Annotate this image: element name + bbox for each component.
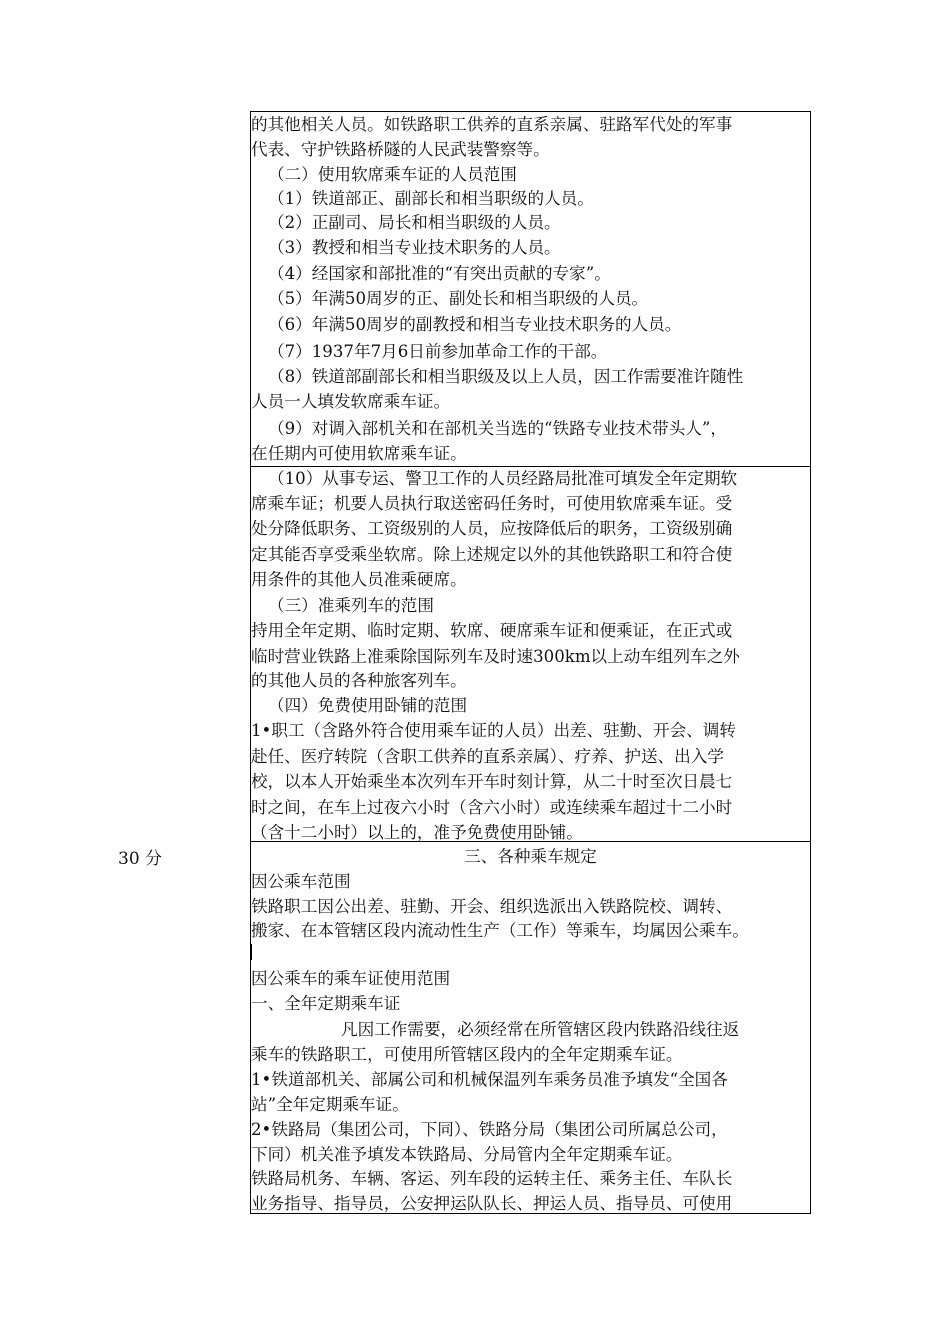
list-item: （3）教授和相当专业技术职务的人员。 [268, 238, 561, 257]
chapter-heading: 三、各种乘车规定 [464, 847, 597, 866]
text-line: 赴任、医疗转院（含职工供养的直系亲属）、疗养、护送、出入学 [251, 747, 724, 766]
list-item: （8）铁道部副部长和相当职级及以上人员，因工作需要准许随性 [268, 367, 744, 386]
margin-mark [250, 944, 252, 960]
section-heading: （三）准乘列车的范围 [268, 596, 434, 615]
text-line: 1•职工（含路外符合使用乘车证的人员）出差、驻勤、开会、调转 [251, 721, 736, 740]
text-line: 席乘车证；机要人员执行取送密码任务时，可使用软席乘车证。受 [251, 494, 733, 513]
list-item: （7）1937年7月6日前参加革命工作的干部。 [268, 342, 608, 361]
text-line: 代表、守护铁路桥隧的人民武装警察等。 [251, 140, 550, 159]
text-line: 业务指导、指导员，公安押运队队长、押运人员、指导员、可使用 [251, 1194, 733, 1213]
list-item: （4）经国家和部批准的“有突出贡献的专家”。 [268, 264, 611, 283]
text-line: 乘车的铁路职工，可使用所管辖区段内的全年定期乘车证。 [251, 1045, 683, 1064]
text-line: 持用全年定期、临时定期、软席、硬席乘车证和便乘证，在正式或 [251, 621, 733, 640]
list-item: （9）对调入部机关和在部机关当选的“铁路专业技术带头人”， [268, 419, 727, 438]
text-line: 1•铁道部机关、部属公司和机械保温列车乘务员准予填发“全国各 [251, 1070, 728, 1089]
subheading: 因公乘车的乘车证使用范围 [251, 969, 451, 988]
text-line: （含十二小时）以上的，准予免费使用卧铺。 [251, 823, 583, 842]
list-item: （10）从事专运、警卫工作的人员经路局批准可填发全年定期软 [268, 469, 738, 488]
section-heading: （二）使用软席乘车证的人员范围 [268, 165, 517, 184]
text-line: 处分降低职务、工资级别的人员，应按降低后的职务，工资级别确 [251, 519, 733, 538]
text-line: 校，以本人开始乘坐本次列车开车时刻计算，从二十时至次日晨七 [251, 772, 733, 791]
text-line: 临时营业铁路上准乘除国际列车及时速300km以上动车组列车之外 [251, 647, 740, 666]
section-heading: 一、全年定期乘车证 [251, 994, 401, 1013]
text-line: 下同）机关准予填发本铁路局、分局管内全年定期乘车证。 [251, 1145, 683, 1164]
subheading: 因公乘车范围 [251, 872, 351, 891]
text-line: 的其他相关人员。如铁路职工供养的直系亲属、驻路军代处的军事 [251, 115, 733, 134]
text-line: 时之间，在车上过夜六小时（含六小时）或连续乘车超过十二小时 [251, 798, 733, 817]
score-label: 30 分 [118, 849, 163, 869]
section-heading: （四）免费使用卧铺的范围 [268, 696, 468, 715]
text-line: 在任期内可使用软席乘车证。 [251, 444, 467, 463]
text-line: 铁路局机务、车辆、客运、列车段的运转主任、乘务主任、车队长 [251, 1169, 733, 1188]
list-item: （2）正副司、局长和相当职级的人员。 [268, 213, 561, 232]
text-line: 站”全年定期乘车证。 [251, 1095, 409, 1114]
text-line: 用条件的其他人员准乘硬席。 [251, 570, 467, 589]
text-line: 的其他人员的各种旅客列车。 [251, 671, 467, 690]
row-divider [251, 111, 810, 112]
text-line: 2•铁路局（集团公司，下同）、铁路分局（集团公司所属总公司， [251, 1120, 728, 1139]
text-line: 定其能否享受乘坐软席。除上述规定以外的其他铁路职工和符合使 [251, 545, 733, 564]
list-item: （6）年满50周岁的副教授和相当专业技术职务的人员。 [268, 315, 682, 334]
paragraph-start: 凡因工作需要，必须经常在所管辖区段内铁路沿线往返 [341, 1020, 740, 1039]
text-line: 人员一人填发软席乘车证。 [251, 392, 451, 411]
list-item: （1）铁道部正、副部长和相当职级的人员。 [268, 189, 594, 208]
list-item: （5）年满50周岁的正、副处长和相当职级的人员。 [268, 289, 649, 308]
text-line: 铁路职工因公出差、驻勤、开会、组织选派出入铁路院校、调转、 [251, 897, 733, 916]
text-line: 搬家、在本管辖区段内流动性生产（工作）等乘车，均属因公乘车。 [251, 921, 749, 940]
